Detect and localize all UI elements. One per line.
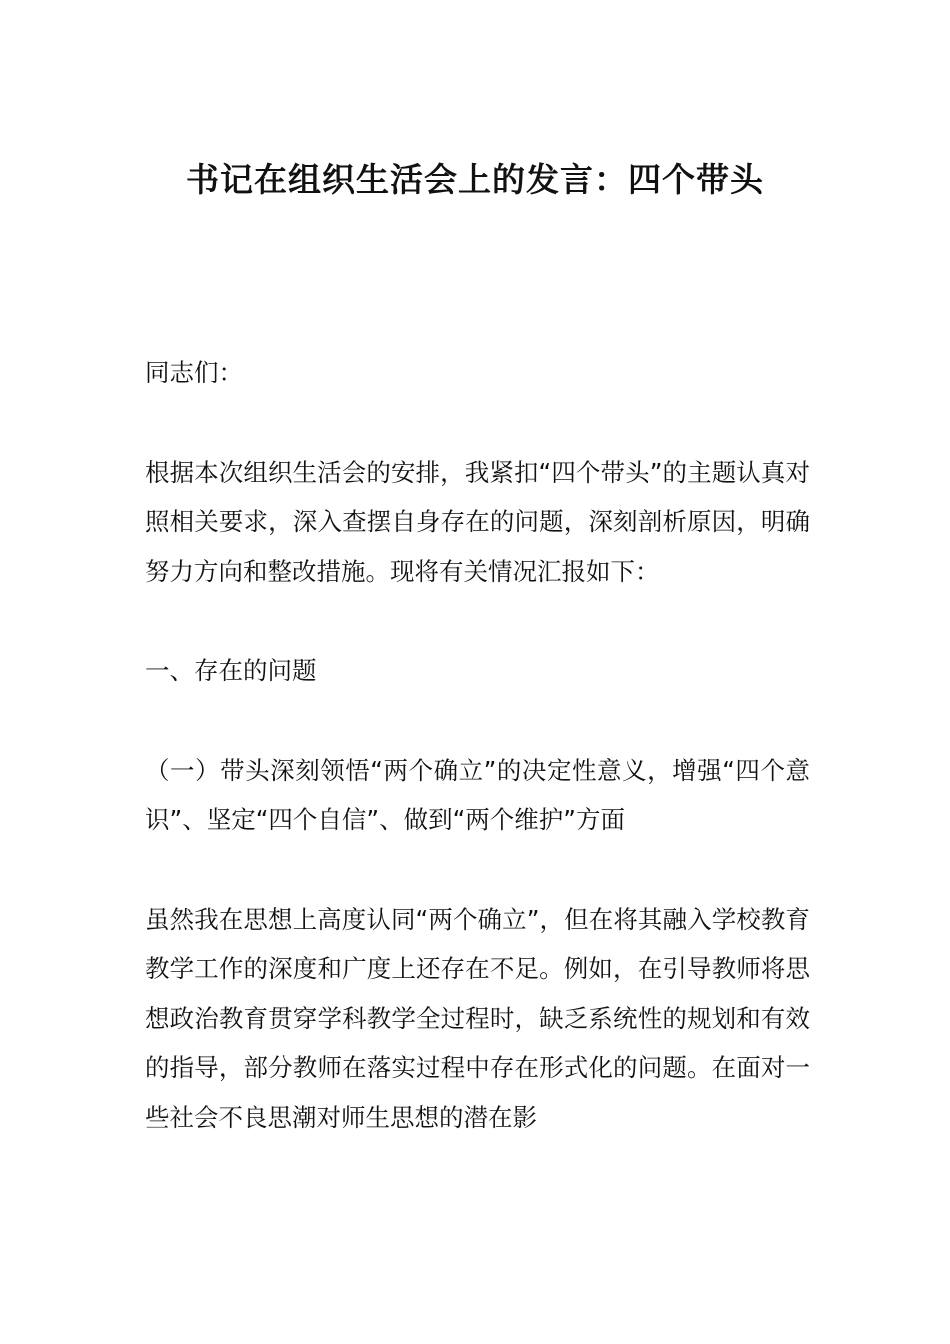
document-body: [145, 348, 810, 1142]
section-heading: 一、存在的问题: [145, 656, 317, 685]
body-paragraph: 虽然我在思想上高度认同“两个确立”，但在将其融入学校教育教学工作的深度和广度上还存在不足。例如，在引导教师将思想政治教育贯穿学科教学全过程时，缺乏系统性的规划和有效的指导，部分教师在落实过程中存在形式化的问题。在面对一些社会不良思潮对师生思想的潜在影: [145, 904, 810, 1132]
subsection-heading: （一）带头深刻领悟“两个确立”的决定性意义，增强“四个意识”、坚定“四个自信”、做到“两个维护”方面: [145, 755, 810, 834]
salutation-paragraph: 同志们：: [145, 358, 243, 387]
intro-paragraph: 根据本次组织生活会的安排，我紧扣“四个带头”的主题认真对照相关要求，深入查摆自身存在的问题，深刻剖析原因，明确努力方向和整改措施。现将有关情况汇报如下：: [145, 457, 810, 586]
document-title: 书记在组织生活会上的发言：四个带头: [186, 160, 764, 199]
